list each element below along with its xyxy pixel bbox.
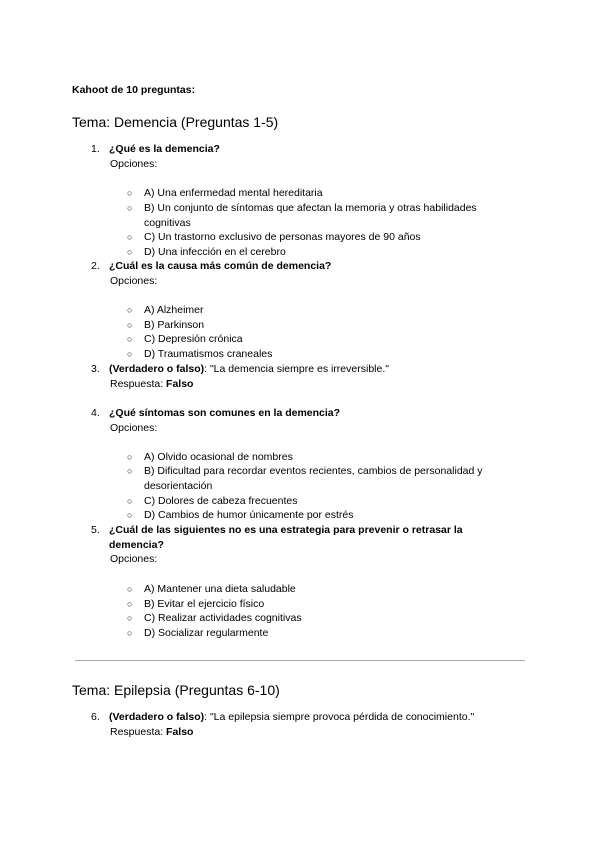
bullet-icon: ○	[127, 452, 133, 462]
bullet-icon: ○	[127, 334, 133, 344]
option-text: C) Depresión crónica	[144, 333, 243, 345]
bullet-icon: ○	[127, 305, 133, 315]
bullet-icon: ○	[127, 188, 133, 198]
bullet-icon: ○	[127, 466, 133, 476]
option-text: C) Dolores de cabeza frecuentes	[144, 495, 298, 507]
question-number: 3.	[91, 363, 100, 375]
bullet-icon: ○	[127, 247, 133, 257]
document-heading: Kahoot de 10 preguntas:	[72, 84, 196, 96]
question-number: 4.	[91, 407, 100, 419]
bullet-icon: ○	[127, 496, 133, 506]
bullet-icon: ○	[127, 510, 133, 520]
option-text: C) Realizar actividades cognitivas	[144, 612, 302, 624]
answer-line	[110, 377, 193, 392]
option-text: A) Una enfermedad mental hereditaria	[144, 187, 323, 199]
options-label: Opciones:	[110, 553, 158, 565]
option-text: A) Mantener una dieta saludable	[144, 583, 296, 595]
option-text: B) Dificultad para recordar eventos recientes, cambios de personalidad y desorientación	[144, 465, 483, 492]
bullet-icon: ○	[127, 320, 133, 330]
bullet-icon: ○	[127, 628, 133, 638]
answer-label: Respuesta:	[110, 726, 164, 738]
answer-label: Respuesta:	[110, 378, 164, 390]
question-number: 2.	[91, 260, 100, 272]
true-false-label: (Verdadero o falso)	[109, 711, 205, 723]
answer-value: Falso	[166, 378, 194, 390]
answer-value: Falso	[166, 726, 194, 738]
question-number: 6.	[91, 711, 100, 723]
option-text: A) Alzheimer	[144, 304, 204, 316]
option-text: B) Evitar el ejercicio físico	[144, 598, 265, 610]
bullet-icon: ○	[127, 349, 133, 359]
options-label: Opciones:	[110, 422, 158, 434]
options-label: Opciones:	[110, 158, 158, 170]
option-text: D) Traumatismos craneales	[144, 348, 273, 360]
options-label: Opciones:	[110, 275, 158, 287]
question-number: 5.	[91, 524, 100, 536]
question-statement: : "La epilepsia siempre provoca pérdida de conocimiento."	[204, 711, 475, 723]
option-text: C) Un trastorno exclusivo de personas mayores de 90 años	[144, 231, 421, 243]
question-text: ¿Cuál es la causa más común de demencia?	[109, 260, 332, 272]
bullet-icon: ○	[127, 599, 133, 609]
horizontal-divider	[75, 660, 525, 661]
question-text: ¿Qué es la demencia?	[109, 143, 220, 155]
question-text	[109, 710, 509, 725]
section-title-demencia: Tema: Demencia (Preguntas 1-5)	[72, 114, 279, 130]
bullet-icon: ○	[127, 203, 133, 213]
true-false-label: (Verdadero o falso)	[109, 363, 205, 375]
answer-line	[110, 725, 193, 740]
option-text: D) Cambios de humor únicamente por estrés	[144, 509, 354, 521]
option-text: D) Una infección en el cerebro	[144, 246, 286, 258]
bullet-icon: ○	[127, 232, 133, 242]
question-text	[109, 362, 509, 377]
question-text: ¿Cuál de las siguientes no es una estrategia para prevenir o retrasar la demencia?	[109, 524, 463, 551]
question-number: 1.	[91, 143, 100, 155]
option-text: B) Un conjunto de síntomas que afectan la memoria y otras habilidades cognitivas	[144, 202, 477, 229]
bullet-icon: ○	[127, 584, 133, 594]
option-text: B) Parkinson	[144, 319, 205, 331]
option-text: A) Olvido ocasional de nombres	[144, 451, 293, 463]
question-statement: : "La demencia siempre es irreversible."	[204, 363, 389, 375]
section-title-epilepsia: Tema: Epilepsia (Preguntas 6-10)	[72, 682, 280, 698]
option-text: D) Socializar regularmente	[144, 627, 269, 639]
bullet-icon: ○	[127, 613, 133, 623]
question-text: ¿Qué síntomas son comunes en la demencia?	[109, 407, 341, 419]
